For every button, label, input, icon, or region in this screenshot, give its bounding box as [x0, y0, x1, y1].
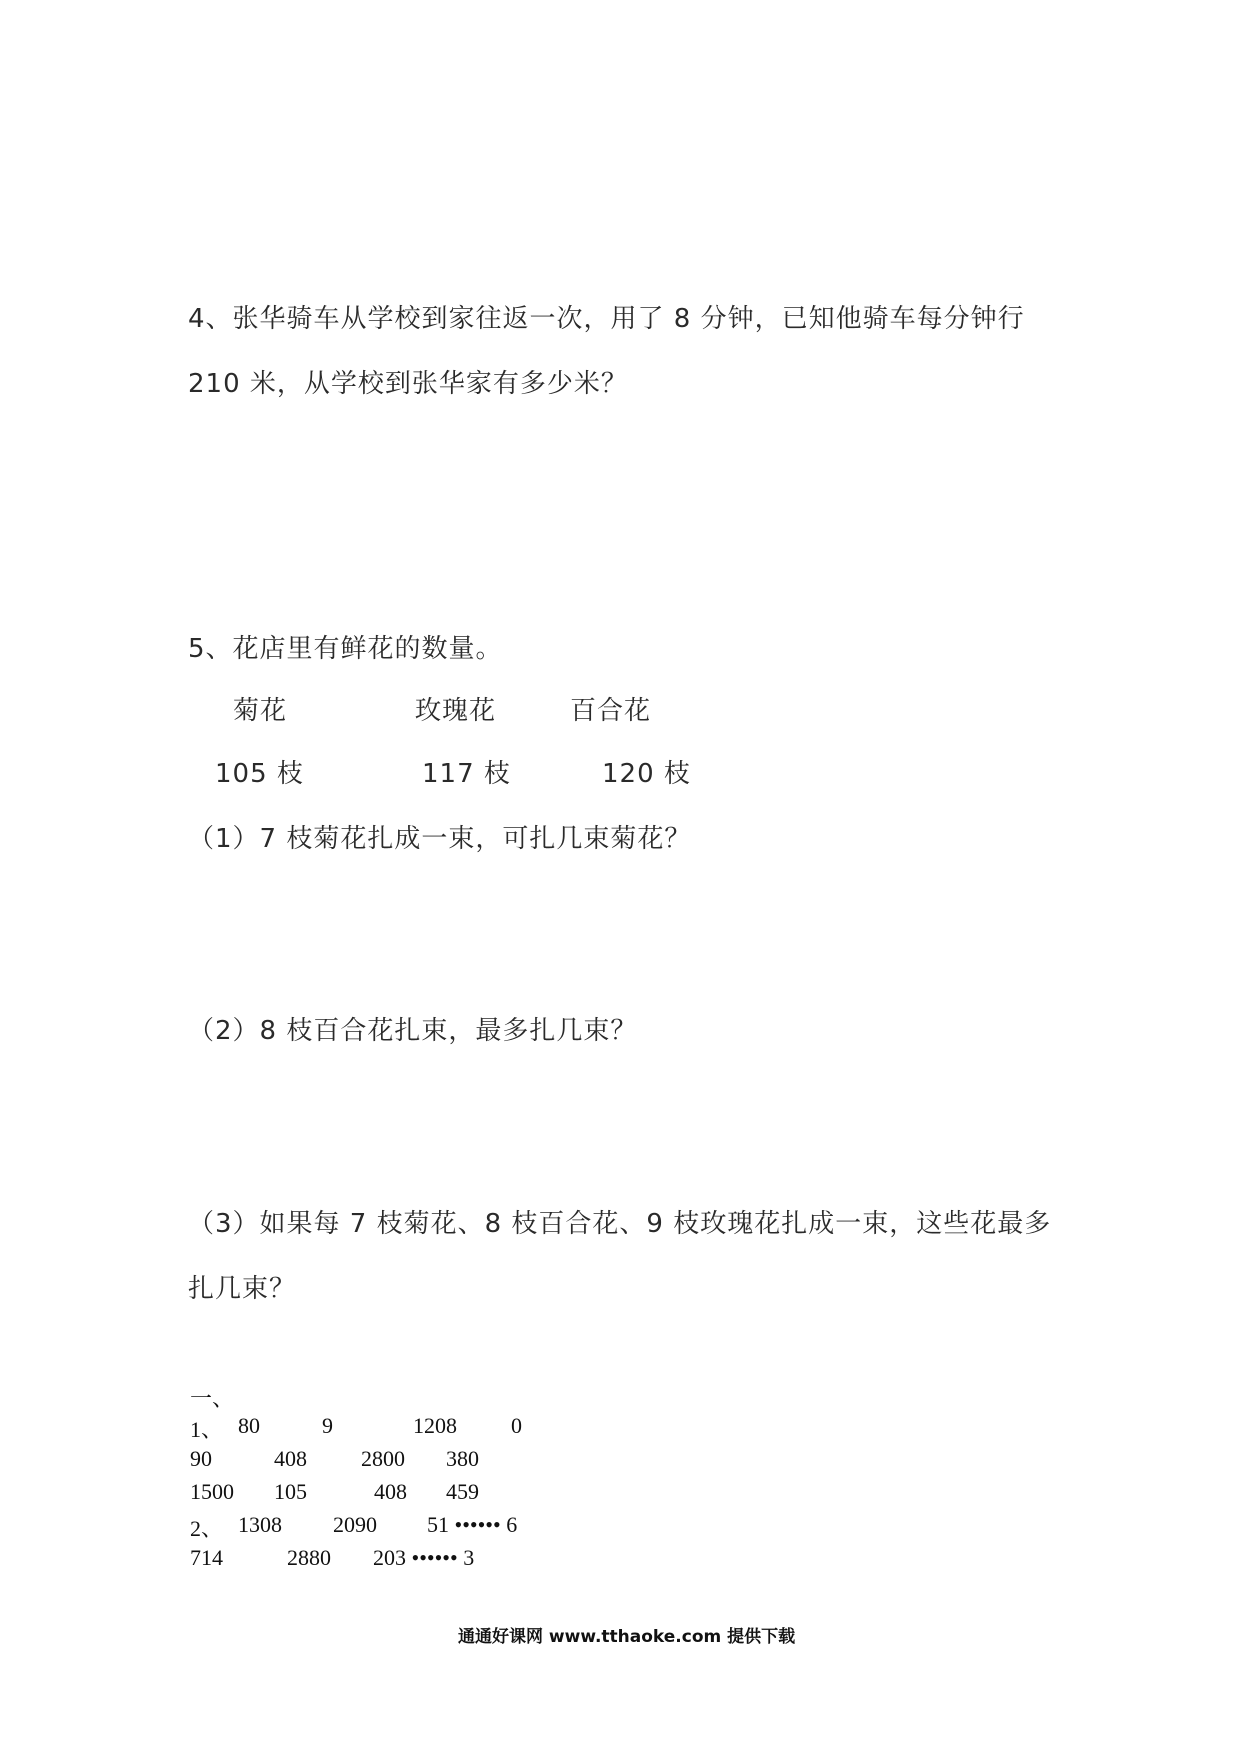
- question-4-line-1: 4、张华骑车从学校到家往返一次，用了 8 分钟，已知他骑车每分钟行: [188, 304, 1025, 334]
- answer-cell: 1308: [238, 1512, 282, 1537]
- flower-count-lily: 120 枝: [602, 759, 691, 789]
- answer-cell: 1500: [190, 1479, 234, 1504]
- answer-cell: 2、: [190, 1516, 224, 1541]
- flower-name-lily: 百合花: [570, 696, 652, 726]
- question-5-sub-1: （1）7 枝菊花扎成一束，可扎几束菊花？: [188, 824, 692, 854]
- flower-name-rose: 玫瑰花: [415, 696, 497, 726]
- answer-cell: 51 •••••• 6: [427, 1512, 518, 1537]
- answer-cell: 459: [446, 1479, 479, 1504]
- answer-cell: 2880: [287, 1545, 331, 1570]
- answer-cell: 1、: [190, 1417, 224, 1442]
- answer-cell: 1208: [413, 1413, 457, 1438]
- answer-cell: 9: [322, 1413, 333, 1438]
- answer-cell: 408: [274, 1446, 307, 1471]
- question-5-sub-2: （2）8 枝百合花扎束，最多扎几束？: [188, 1016, 638, 1046]
- footer-download-note: 通通好课网 www.tthaoke.com 提供下载: [458, 1627, 796, 1647]
- answer-cell: 408: [374, 1479, 407, 1504]
- answer-cell: 80: [238, 1413, 260, 1438]
- answer-cell: 714: [190, 1545, 223, 1570]
- answer-cell: 2800: [361, 1446, 405, 1471]
- flower-count-rose: 117 枝: [422, 759, 511, 789]
- question-5-sub-3-line-2: 扎几束？: [188, 1274, 297, 1304]
- answer-cell: 105: [274, 1479, 307, 1504]
- answer-cell: 0: [511, 1413, 522, 1438]
- answers-section-label: 一、: [190, 1386, 235, 1411]
- question-5-sub-3-line-1: （3）如果每 7 枝菊花、8 枝百合花、9 枝玫瑰花扎成一束，这些花最多: [188, 1209, 1052, 1239]
- question-4-line-2: 210 米，从学校到张华家有多少米？: [188, 369, 628, 399]
- answer-cell: 380: [446, 1446, 479, 1471]
- flower-name-chrysanthemum: 菊花: [233, 696, 288, 726]
- flower-count-chrysanthemum: 105 枝: [215, 759, 304, 789]
- answer-cell: 203 •••••• 3: [373, 1545, 475, 1570]
- question-5-title: 5、花店里有鲜花的数量。: [188, 634, 503, 664]
- answer-cell: 90: [190, 1446, 212, 1471]
- answer-cell: 2090: [333, 1512, 377, 1537]
